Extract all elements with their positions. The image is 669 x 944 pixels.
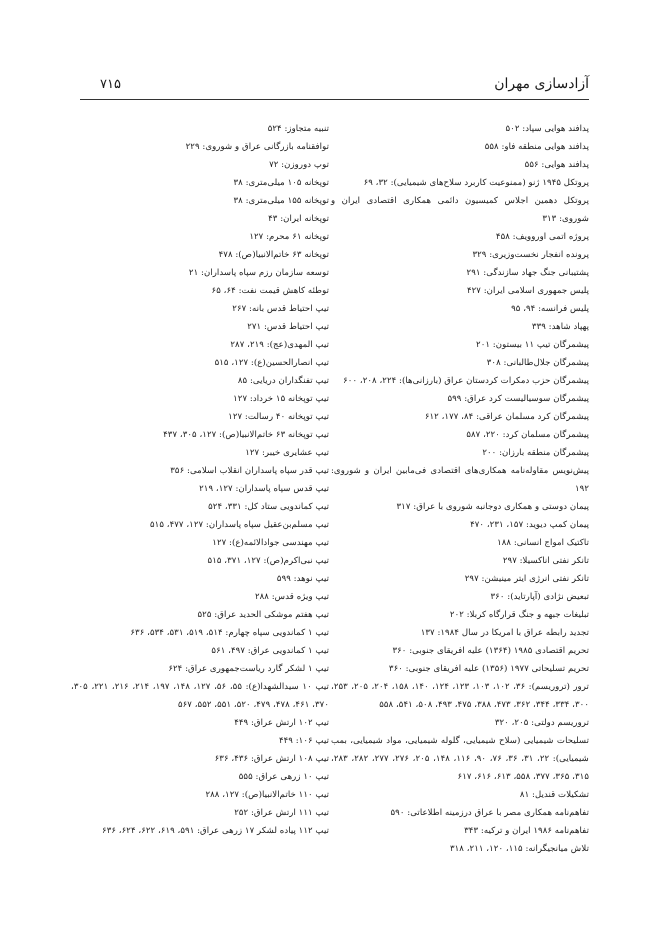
index-entry: تیپ احتیاط قدس: ۲۷۱ bbox=[247, 322, 329, 332]
index-entry: پیش‌نویس مقاوله‌نامه همکاری‌های اقتصادی فی‌مابین ایران و شوروی: ۱۹۲ bbox=[331, 466, 589, 494]
index-entry: پدافند هوایی سپاد: ۵۰۲ bbox=[505, 124, 589, 134]
index-entry: پیشمرگان کرد مسلمان عراقی: ۸۴، ۱۷۷، ۶۱۲ bbox=[424, 412, 589, 422]
index-entry: پیمان دوستی و همکاری دوجانبه شوروی با عراق: ۳۱۷ bbox=[396, 502, 589, 512]
index-entry: پیمان کمپ دیوید: ۱۵۷، ۲۳۱، ۴۷۰ bbox=[470, 520, 589, 530]
index-entry: تیپ ۱۰ زرهی عراق: ۵۵۵ bbox=[238, 772, 329, 782]
index-entry: تیپ ۱۰۲ ارتش عراق: ۴۴۹ bbox=[234, 718, 329, 728]
index-entry: پروژه اتمی اوروویف: ۴۵۸ bbox=[495, 232, 589, 242]
index-entry: تیپ ۱ لشکر گارد ریاست‌جمهوری عراق: ۶۲۴ bbox=[168, 664, 329, 674]
index-entry: تیپ تفنگداران دریایی: ۸۵ bbox=[237, 376, 329, 386]
index-entry: تیپ المهدی(عج): ۲۱۹، ۲۸۷ bbox=[230, 340, 329, 350]
index-entry: توپخانه ۱۵۵ میلی‌متری: ۳۸ bbox=[233, 196, 329, 206]
index-entry: تبعیض نژادی (آپارتاید): ۳۶۰ bbox=[490, 592, 589, 602]
index-entry: پیشمرگان سوسیالیست کرد عراق: ۵۹۹ bbox=[447, 394, 589, 404]
index-entry: تشکیلات قندیل: ۸۱ bbox=[519, 790, 589, 800]
index-entry: پیشمرگان منطقه بارزان: ۲۰۰ bbox=[482, 448, 589, 458]
index-entry: تاکتیک امواج انسانی: ۱۸۸ bbox=[497, 538, 589, 548]
index-entry: تانکر نفتی انرژی ایتر مینیشن: ۲۹۷ bbox=[464, 574, 589, 584]
index-entry: تیپ ۱۰۶: ۴۴۹ bbox=[278, 736, 329, 746]
index-entry: پرونده انفجار نخست‌وزیری: ۳۲۹ bbox=[472, 250, 589, 260]
index-entry: تیپ کماندویی ستاد کل: ۳۳۱، ۵۲۴ bbox=[208, 502, 329, 512]
header-rule bbox=[80, 99, 589, 100]
index-entry: پدافند هوایی منطقه فاو: ۵۵۸ bbox=[484, 142, 589, 152]
index-column-right bbox=[331, 120, 589, 858]
index-entry: تیپ قدر سپاه پاسداران انقلاب اسلامی: ۳۵۶ bbox=[170, 466, 329, 476]
index-entry: توطئه کاهش قیمت نفت: ۶۴، ۶۵ bbox=[211, 286, 329, 296]
index-entry: پروتکل ۱۹۴۵ ژنو (ممنوعیت کاربرد سلاح‌های شیمیایی): ۳۲، ۶۹ bbox=[363, 178, 589, 188]
index-entry: تیپ ۱۱۰ خاتم‌الانبیا(ص): ۱۲۷، ۲۸۸ bbox=[205, 790, 329, 800]
index-entry: تیپ مهندسی جوادالائمه(ع): ۱۲۷ bbox=[212, 538, 329, 548]
index-entry: توپخانه ۱۰۵ میلی‌متری: ۳۸ bbox=[233, 178, 329, 188]
index-entry: پیشمرگان جلال‌طالبانی: ۳۰۸ bbox=[486, 358, 589, 368]
index-entry: تیپ قدس سپاه پاسداران: ۱۲۷، ۲۱۹ bbox=[199, 484, 329, 494]
index-entry: تجدید رابطه عراق با امریکا در سال ۱۹۸۴: ۱۳۷ bbox=[420, 628, 589, 638]
index-entry: توپخانه ۶۱ محرم: ۱۲۷ bbox=[249, 232, 329, 242]
index-entry: تیپ توپخانه ۴۰ رسالت: ۱۲۷ bbox=[228, 412, 329, 422]
index-entry: تیپ توپخانه ۱۵ خرداد: ۱۲۷ bbox=[233, 394, 329, 404]
index-entry: تیپ احتیاط قدس بانه: ۲۶۷ bbox=[232, 304, 329, 314]
index-entry: تیپ ۱۰۸ ارتش عراق: ۴۳۶، ۶۳۶ bbox=[214, 754, 329, 764]
index-entry: تلاش میانجیگرانه: ۱۱۵، ۱۲۰، ۲۱۱، ۳۱۸ bbox=[449, 844, 589, 854]
index-entry: تیپ ۱۱۱ ارتش عراق: ۲۵۲ bbox=[234, 808, 329, 818]
index-entry: تفاهم‌نامه همکاری مصر با عراق درزمینه اطلاعاتی: ۵۹۰ bbox=[390, 808, 589, 818]
index-entry: پلیس جمهوری اسلامی ایران: ۴۲۷ bbox=[466, 286, 589, 296]
index-entry: پیشمرگان تیپ ۱۱ بیستون: ۲۰۱ bbox=[476, 340, 589, 350]
index-entry: پدافند هوایی: ۵۵۶ bbox=[524, 160, 589, 170]
index-entry: پلیس فرانسه: ۹۴، ۹۵ bbox=[511, 304, 589, 314]
index-entry: تانکر نفتی اناکسیلا: ۲۹۷ bbox=[502, 556, 589, 566]
index-entry: تیپ ویژه قدس: ۲۸۸ bbox=[254, 592, 329, 602]
index-entry: تیپ هفتم موشکی الحدید عراق: ۵۲۵ bbox=[197, 610, 329, 620]
index-entry: تروریسم دولتی: ۲۰۵، ۳۲۰ bbox=[494, 718, 589, 728]
index-entry: تفاهم‌نامه ۱۹۸۶ ایران و ترکیه: ۳۴۳ bbox=[464, 826, 589, 836]
index-entry: توپخانه ایران: ۴۳ bbox=[268, 214, 329, 224]
index-entry: تیپ نوهد: ۵۹۹ bbox=[276, 574, 329, 584]
index-entry: پروتکل دهمین اجلاس کمیسیون دائمی همکاری اقتصادی ایران و شوروی: ۳۱۳ bbox=[331, 196, 589, 224]
index-entry: تحریم تسلیحاتی ۱۹۷۷ (۱۳۵۶) علیه افریقای جنوبی: ۳۶۰ bbox=[388, 664, 589, 674]
index-entry: تیپ نبی‌اکرم(ص): ۱۲۷، ۳۷۱، ۵۱۵ bbox=[207, 556, 329, 566]
index-entry: توسعه سازمان رزم سپاه پاسداران: ۲۱ bbox=[188, 268, 329, 278]
index-entry: تیپ ۱ کماندویی سپاه چهارم: ۵۱۴، ۵۱۹، ۵۳۱، ۵۳۴، ۶۳۶ bbox=[130, 628, 329, 638]
index-entry: توافقنامه بازرگانی عراق و شوروی: ۲۲۹ bbox=[185, 142, 329, 152]
index-entry: تیپ عشایری خیبر: ۱۲۷ bbox=[245, 448, 329, 458]
index-entry: پیشمرگان حزب دمکرات کردستان عراق (بارزانی‌ها): ۲۲۴، ۲۰۸، ۶۰۰ bbox=[343, 376, 589, 386]
index-entry: تیپ ۱۱۲ پیاده لشکر ۱۷ زرهی عراق: ۵۹۱، ۶۱۹، ۶۲۲، ۶۲۴، ۶۳۶ bbox=[102, 826, 329, 836]
index-entry: تیپ ۱۰ سیدالشهدا(ع): ۵۵، ۵۶، ۱۲۷، ۱۴۸، ۱۹۷، ۲۱۴، ۲۱۶، ۲۲۱، ۳۰۵، ۳۷۰، ۴۶۱، ۴۷۸، ۴۷۹، ۵۲۰، ۵۵۱، ۵۵۲، ۵۶۷ bbox=[71, 682, 329, 710]
index-entry: تنبیه متجاوز: ۵۲۴ bbox=[267, 124, 329, 134]
index-entry: ترور (تروریسم): ۳۶، ۱۰۲، ۱۰۳، ۱۲۳، ۱۲۴، ۱۴۰، ۱۵۸، ۲۰۴، ۲۰۵، ۲۵۳، ۳۰۰، ۳۳۴، ۳۴۴، ۳۶۲، ۴۷۳، ۳۸۸، ۴۷۵، ۴۹۳، ۵۰۸، ۵۴۱، ۵۵۸ bbox=[331, 682, 589, 710]
index-entry: تبلیغات جبهه و جنگ قرارگاه کربلا: ۲۰۲ bbox=[449, 610, 589, 620]
page-header bbox=[80, 76, 589, 96]
index-entry: تحریم اقتصادی ۱۹۸۵ (۱۳۶۴) علیه افریقای جنوبی: ۳۶۰ bbox=[392, 646, 589, 656]
index-entry: پشتیبانی جنگ جهاد سازندگی: ۲۹۱ bbox=[466, 268, 589, 278]
index-entry: تسلیحات شیمیایی (سلاح شیمیایی، گلوله شیمیایی، مواد شیمیایی، بمب شیمیایی): ۲۲، ۳۱، ۳۶، ۷۶، ۹۰، ۱۱۶، ۱۴۸، ۲۰۵، ۲۷۶، ۲۷۷، ۲۸۲، ۲۸۳، ۳۱۵، ۳۶۵، ۳۷۷، ۵۵۸، ۶۱۳، ۶۱۶، ۶۱۷ bbox=[331, 736, 589, 782]
index-entry: تیپ انصارالحسین(ع): ۱۲۷، ۵۱۵ bbox=[214, 358, 329, 368]
index-entry: پیشمرگان مسلمان کرد: ۲۲۰، ۵۸۷ bbox=[466, 430, 589, 440]
index-entry: توپخانه ۶۳ خاتم‌الانبیا(ص): ۴۷۸ bbox=[218, 250, 329, 260]
page-number: ۷۱۵ bbox=[100, 77, 121, 92]
index-entry: پهپاد شاهد: ۳۳۹ bbox=[531, 322, 589, 332]
book-title: آزادسازی مهران bbox=[494, 76, 589, 92]
index-entry: تیپ ۱ کماندویی عراق: ۴۹۷، ۵۶۱ bbox=[211, 646, 329, 656]
index-entry: توپ دوروزن: ۷۲ bbox=[269, 160, 329, 170]
index-entry: تیپ توپخانه ۶۳ خاتم‌الانبیا(ص): ۱۲۷، ۳۰۵، ۴۳۷ bbox=[163, 430, 329, 440]
index-entry: تیپ مسلم‌بن‌عقیل سپاه پاسداران: ۱۲۷، ۴۷۷، ۵۱۵ bbox=[150, 520, 329, 530]
index-column-left bbox=[71, 120, 329, 840]
